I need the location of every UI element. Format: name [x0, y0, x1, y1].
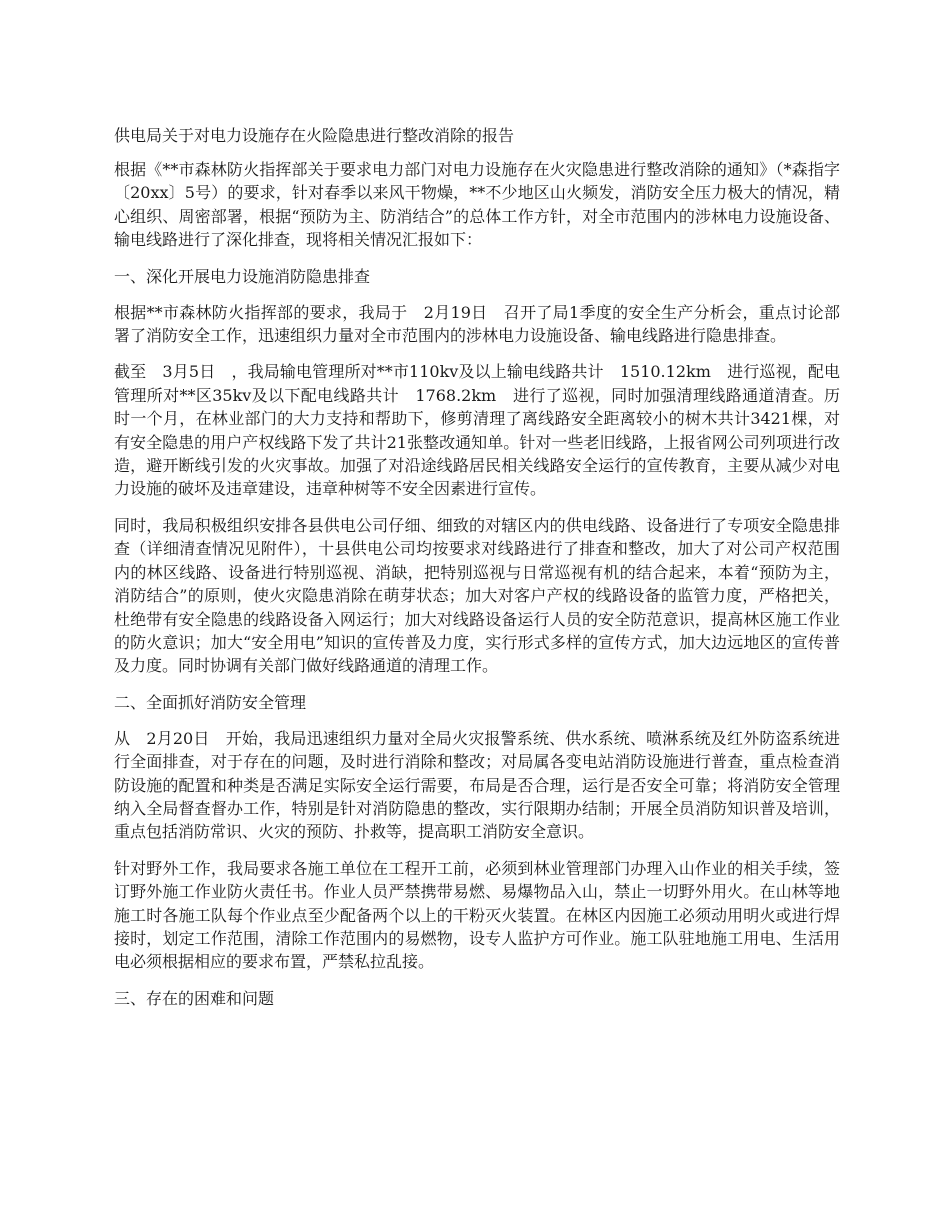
- section1-paragraph-2: 截至 3月5日 ，我局输电管理所对**市110kv及以上输电线路共计 1510.12km 进行巡视，配电管理所对**区35kv及以下配电线路共计 1768.2km 进行了巡视，同时加强清理线路通道清查。历时一个月，在林业部门的大力支持和帮助下，修剪清理了离线路安全距离较小的树木共计3421棵，对有安全隐患的用户产权线路下发了共计21张整改通知单。针对一些老旧线路，上报省网公司列项进行改造，避开断线引发的火灾事故。加强了对沿途线路居民相关线路安全运行的宣传教育，主要从减少对电力设施的破坏及违章建设，违章种树等不安全因素进行宣传。: [114, 362, 840, 499]
- section1-paragraph-3: 同时，我局积极组织安排各县供电公司仔细、细致的对辖区内的供电线路、设备进行了专项安全隐患排查（详细清查情况见附件），十县供电公司均按要求对线路进行了排查和整改，加大了对公司产权范围内的林区线路、设备进行特别巡视、消缺，把特别巡视与日常巡视有机的结合起来，本着“预防为主，消防结合”的原则，使火灾隐患消除在萌芽状态；加大对客户产权的线路设备的监管力度，严格把关，杜绝带有安全隐患的线路设备入网运行；加大对线路设备运行人员的安全防范意识，提高林区施工作业的防火意识；加大“安全用电”知识的宣传普及力度，实行形式多样的宣传方式，加大边远地区的宣传普及力度。同时协调有关部门做好线路通道的清理工作。: [114, 515, 840, 676]
- document-title: 供电局关于对电力设施存在火险隐患进行整改消除的报告: [114, 126, 515, 145]
- document-page: [114, 124, 840, 1023]
- section2-paragraph-2: 针对野外工作，我局要求各施工单位在工程开工前，必须到林业管理部门办理入山作业的相关手续，签订野外施工作业防火责任书。作业人员严禁携带易燃、易爆物品入山，禁止一切野外用火。在山林等地施工时各施工队每个作业点至少配备两个以上的干粉灭火装置。在林区内因施工必须动用明火或进行焊接时，划定工作范围，清除工作范围内的易燃物，设专人监护方可作业。施工队驻地施工用电、生活用电必须根据相应的要求布置，严禁私拉乱接。: [114, 858, 840, 972]
- section-heading-3: 三、存在的困难和问题: [114, 988, 275, 1008]
- section1-paragraph-1: 根据**市森林防火指挥部的要求，我局于 2月19日 召开了局1季度的安全生产分析会，重点讨论部署了消防安全工作，迅速组织力量对全市范围内的涉林电力设施设备、输电线路进行隐患排查。: [114, 302, 840, 346]
- section2-paragraph-1: 从 2月20日 开始，我局迅速组织力量对全局火灾报警系统、供水系统、喷淋系统及红外防盗系统进行全面排查，对于存在的问题，及时进行消除和整改；对局属各变电站消防设施进行普查，重点检查消防设施的配置和种类是否满足实际安全运行需要，布局是否合理，运行是否安全可靠；将消防安全管理纳入全局督查督办工作，特别是针对消防隐患的整改，实行限期办结制；开展全员消防知识普及培训，重点包括消防常识、火灾的预防、扑救等，提高职工消防安全意识。: [114, 728, 840, 842]
- intro-paragraph: 根据《**市森林防火指挥部关于要求电力部门对电力设施存在火灾隐患进行整改消除的通知》（*森指字〔20xx〕5号）的要求，针对春季以来风干物燥，**不少地区山火频发，消防安全压力极大的情况，精心组织、周密部署，根据“预防为主、防消结合”的总体工作方针，对全市范围内的涉林电力设施设备、输电线路进行了深化排查，现将相关情况汇报如下：: [114, 160, 840, 250]
- section-heading-2: 二、全面抓好消防安全管理: [114, 692, 307, 712]
- section-heading-1: 一、深化开展电力设施消防隐患排查: [114, 266, 371, 286]
